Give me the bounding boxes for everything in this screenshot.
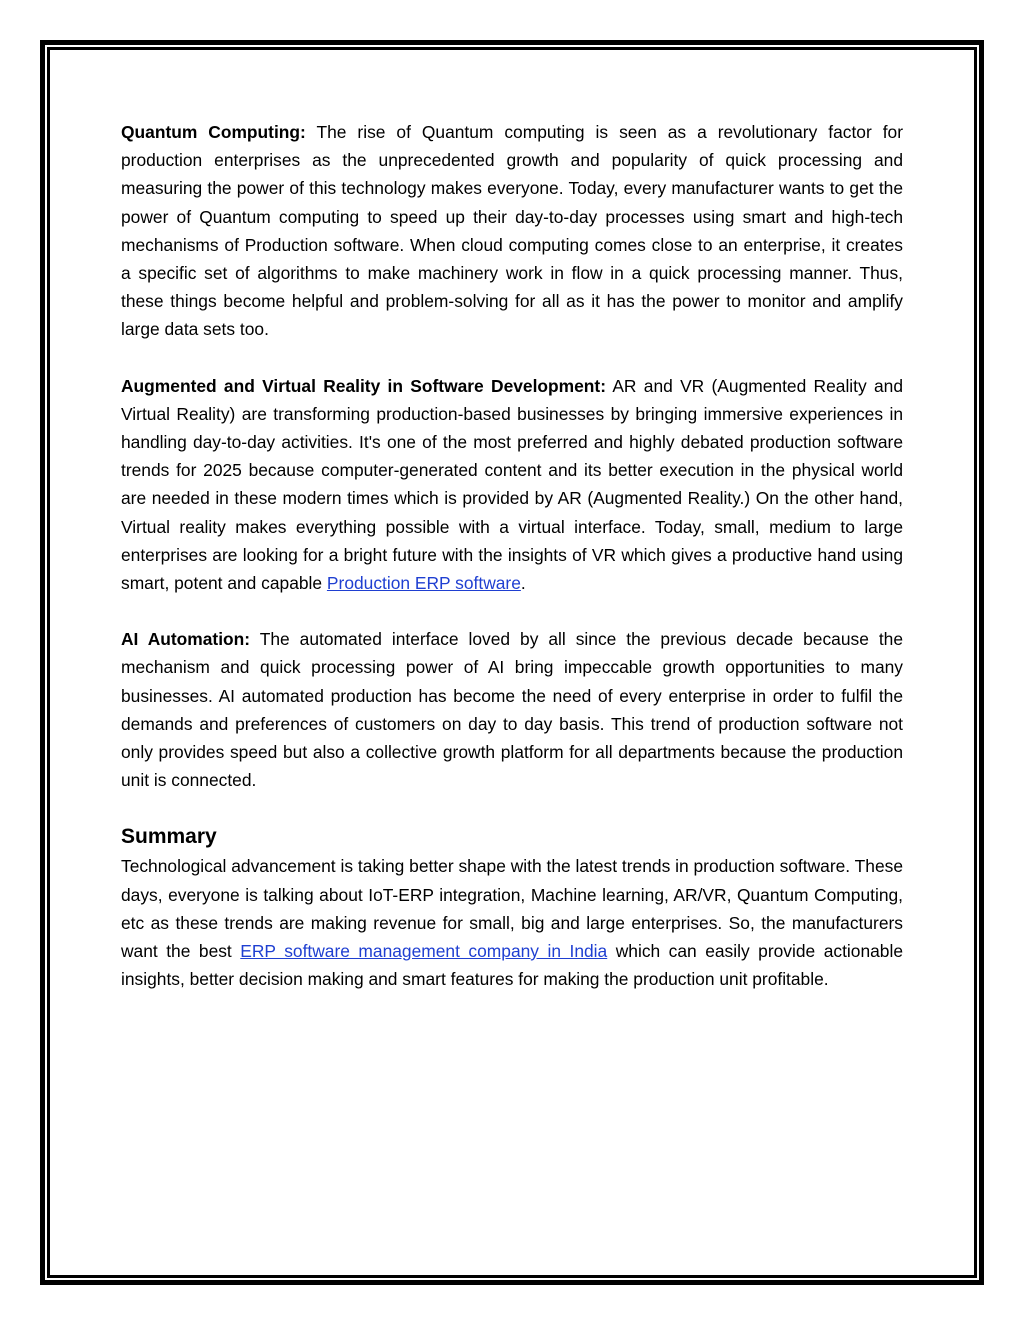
- summary-text: Technological advancement is taking better shape with the latest trends in production software. These days, everyone is talking about IoT-ERP integration, Machine learning, AR/VR, Quantum Computing, etc as these trends are making revenue for small, big and large enterprises. So, the manufacturers want the best: [121, 856, 903, 962]
- paragraph-summary: [121, 852, 903, 993]
- summary-heading: Summary: [121, 825, 217, 849]
- ai-automation-heading: AI Automation:: [121, 629, 251, 650]
- ar-vr-text-end: .: [520, 573, 526, 594]
- quantum-computing-text: The rise of Quantum computing is seen as a revolutionary factor for production enterprises as the unprecedented growth and popularity of quick processing and measuring the power of this technology makes everyone. Today, every manufacturer wants to get the power of Quantum computing to speed up their day-to-day processes using smart and high-tech mechanisms of Production software. When cloud computing comes close to an enterprise, it creates a specific set of algorithms to make machinery work in flow in a quick processing manner. Thus, these things become helpful and problem-solving for all as it has the power to monitor and amplify large data sets too.: [121, 122, 903, 340]
- ar-vr-heading: Augmented and Virtual Reality in Software Development:: [121, 375, 606, 396]
- erp-software-company-link[interactable]: ERP software management company in India: [240, 941, 608, 962]
- production-erp-software-link[interactable]: Production ERP software: [326, 573, 521, 594]
- quantum-computing-heading: Quantum Computing:: [121, 122, 306, 142]
- ai-automation-text: The automated interface loved by all since the previous decade because the mechanism and quick processing power of AI bring impeccable growth opportunities to many businesses. AI automated production has become the need of every enterprise in order to fulfil the demands and preferences of customers on day to day basis. This trend of production software not only provides speed but also a collective growth platform for all departments because the production unit is connected.: [121, 629, 904, 791]
- paragraph-ai-automation: [121, 625, 903, 794]
- paragraph-quantum-computing: [121, 118, 903, 344]
- ar-vr-text: AR and VR (Augmented Reality and Virtual Reality) are transforming production-based businesses by bringing immersive experiences in handling day-to-day activities. It's one of the most preferred and highly debated production software trends for 2025 because computer-generated content and its better execution in the physical world are needed in these modern times which is provided by AR (Augmented Reality.) On the other hand, Virtual reality makes everything possible with a virtual interface. Today, small, medium to large enterprises are looking for a bright future with the insights of VR which gives a productive hand using smart, potent and capable: [121, 375, 903, 594]
- paragraph-ar-vr: [121, 372, 903, 598]
- document-body: [121, 118, 903, 1021]
- summary-text-end: which can easily provide actionable insights, better decision making and smart features for making the production unit profitable.: [121, 941, 903, 990]
